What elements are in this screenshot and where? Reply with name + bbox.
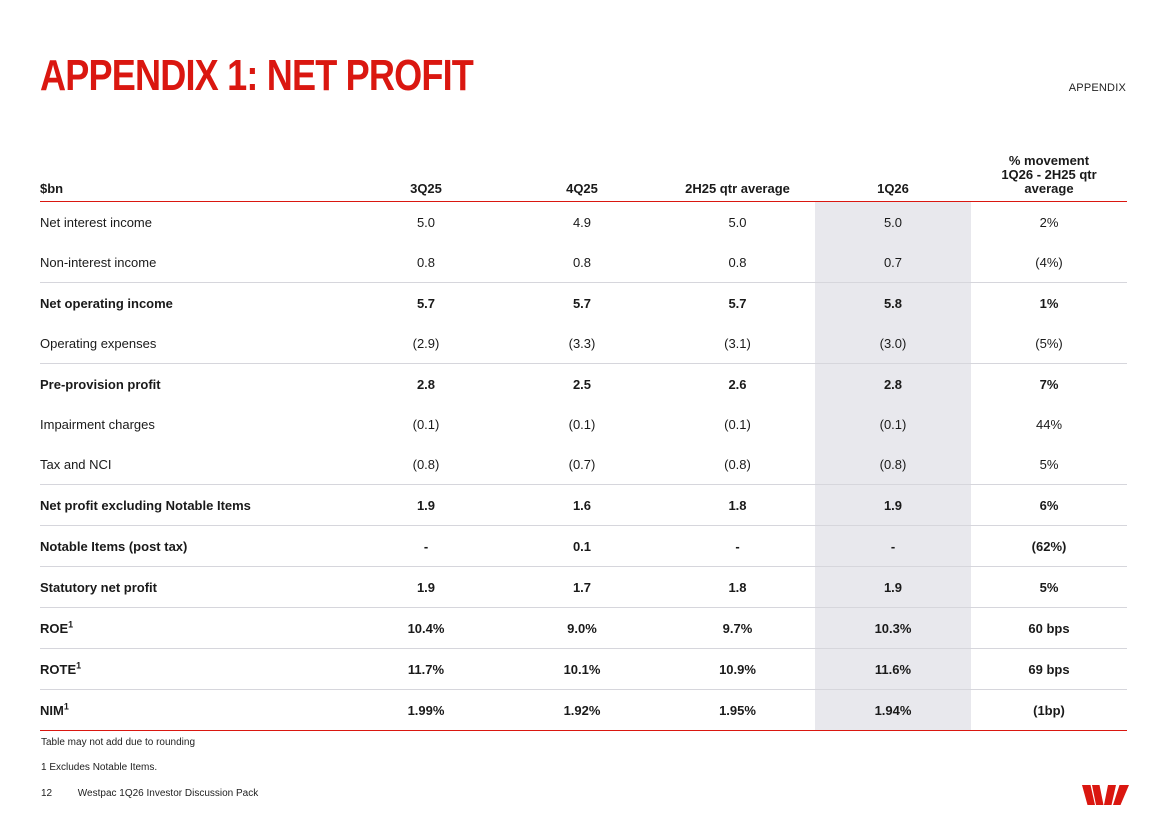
row-label-text: Net interest income [40, 214, 152, 230]
value-movement: 6% [971, 485, 1127, 526]
page-number: 12 [41, 788, 53, 799]
row-label-text: Non-interest income [40, 254, 157, 270]
value-movement: (4%) [971, 242, 1127, 283]
row-label [40, 526, 348, 567]
footnote-marker: 1 [68, 619, 74, 630]
row-label [40, 283, 348, 324]
value-1q26: 10.3% [815, 608, 971, 649]
value-4q25: 10.1% [504, 649, 660, 690]
value-4q25: 4.9 [572, 214, 592, 230]
header-movement-line: 1Q26 - 2H25 qtr [1001, 167, 1097, 182]
value-2h25-avg: 5.7 [728, 295, 747, 311]
value-1q26: 11.6% [815, 649, 971, 690]
row-label [40, 485, 348, 526]
section-tag: APPENDIX [1068, 82, 1126, 94]
value-movement: 1% [1039, 295, 1059, 311]
value-3q25: (0.1) [412, 416, 440, 432]
value-3q25: 1.99% [348, 690, 504, 731]
value-1q26: 1.9 [815, 485, 971, 526]
value-movement: 5% [971, 567, 1127, 608]
value-movement: (1bp) [971, 690, 1127, 731]
value-1q26: 1.94% [815, 690, 971, 731]
header-unit: $bn [40, 136, 348, 202]
value-4q25: (0.1) [568, 416, 596, 432]
table-body [40, 202, 1127, 731]
row-label-text: Impairment charges [40, 416, 155, 432]
value-movement: 2% [1039, 214, 1059, 230]
value-1q26: (0.8) [815, 444, 971, 485]
value-2h25-avg: (0.1) [724, 416, 751, 432]
value-4q25: 0.1 [504, 526, 660, 567]
value-1q26: 5.0 [815, 202, 971, 243]
row-label-text: ROTE [40, 661, 77, 677]
value-2h25-avg: 9.7% [660, 608, 815, 649]
value-movement: (62%) [971, 526, 1127, 567]
footnote-marker: 1 [76, 660, 82, 671]
table-row [40, 444, 1127, 485]
value-1q26: - [815, 526, 971, 567]
row-label-text: Net operating income [40, 295, 173, 311]
value-1q26: (0.1) [815, 404, 971, 444]
value-2h25-avg: (0.8) [660, 444, 815, 485]
table-row [40, 485, 1127, 526]
value-movement: 5% [971, 444, 1127, 485]
net-profit-table-container [40, 136, 1127, 731]
value-3q25: 10.4% [348, 608, 504, 649]
row-label [40, 567, 348, 608]
value-movement: 44% [1035, 416, 1063, 432]
row-label [40, 649, 348, 690]
value-movement: 69 bps [971, 649, 1127, 690]
table-row [40, 567, 1127, 608]
value-2h25-avg: 2.6 [728, 376, 747, 392]
value-3q25: (2.9) [348, 323, 504, 364]
header-2h25-avg: 2H25 qtr average [660, 136, 815, 202]
value-1q26: (3.0) [815, 323, 971, 364]
value-2h25-avg: - [660, 526, 815, 567]
row-label-text: ROE [40, 620, 69, 636]
header-row [40, 136, 1127, 202]
value-3q25: 0.8 [348, 242, 504, 283]
page-title: APPENDIX 1: NET PROFIT [40, 51, 474, 100]
value-2h25-avg: 1.8 [660, 567, 815, 608]
row-label [40, 444, 348, 485]
value-3q25: 5.0 [416, 214, 436, 230]
value-4q25: 0.8 [504, 242, 660, 283]
value-2h25-avg: (3.1) [660, 323, 815, 364]
header-1q26: 1Q26 [815, 136, 971, 202]
value-3q25: (0.8) [348, 444, 504, 485]
value-4q25: 5.7 [572, 295, 592, 311]
value-3q25: - [348, 526, 504, 567]
value-3q25: 11.7% [348, 649, 504, 690]
header-4q25: 4Q25 [504, 136, 660, 202]
value-4q25: 9.0% [504, 608, 660, 649]
table-row [40, 526, 1127, 567]
row-label-text: Notable Items (post tax) [40, 538, 188, 554]
rounding-note: Table may not add due to rounding [41, 737, 195, 748]
table-row [40, 242, 1127, 283]
value-4q25: 1.92% [504, 690, 660, 731]
footnote-marker: 1 [63, 701, 69, 712]
table-row [40, 649, 1127, 690]
row-label [40, 323, 348, 364]
value-1q26: 0.7 [815, 242, 971, 283]
row-label-text: Tax and NCI [40, 456, 112, 472]
value-4q25: 2.5 [572, 376, 592, 392]
document-title: Westpac 1Q26 Investor Discussion Pack [77, 788, 259, 799]
header-movement [971, 136, 1127, 202]
value-3q25: 2.8 [416, 376, 436, 392]
page-footer [41, 788, 258, 799]
row-label [40, 690, 348, 731]
header-movement-line: average [1024, 181, 1074, 196]
table-row [40, 364, 1127, 405]
table-row [40, 608, 1127, 649]
value-movement: (5%) [971, 323, 1127, 364]
value-2h25-avg: 1.95% [660, 690, 815, 731]
row-label [40, 608, 348, 649]
value-2h25-avg: 5.0 [728, 214, 747, 230]
value-2h25-avg: 1.8 [660, 485, 815, 526]
table-header [40, 136, 1127, 202]
value-3q25: 1.9 [348, 485, 504, 526]
row-label [40, 242, 348, 283]
table-row [40, 404, 1127, 444]
header-movement-line: % movement [1008, 153, 1090, 168]
row-label-text: NIM [40, 702, 64, 718]
table-row [40, 323, 1127, 364]
row-label-text: Operating expenses [40, 335, 157, 351]
row-label-text: Pre-provision profit [40, 376, 161, 392]
value-movement: 60 bps [971, 608, 1127, 649]
value-4q25: (3.3) [504, 323, 660, 364]
westpac-w-logo-icon [1082, 785, 1130, 805]
value-1q26: 2.8 [815, 364, 971, 405]
net-profit-table [40, 136, 1127, 731]
footnote-1: 1 Excludes Notable Items. [41, 762, 158, 773]
value-4q25: 1.6 [504, 485, 660, 526]
row-label [40, 364, 348, 405]
table-row [40, 690, 1127, 731]
row-label-text: Net profit excluding Notable Items [40, 497, 251, 513]
value-2h25-avg: 0.8 [660, 242, 815, 283]
table-row [40, 283, 1127, 324]
value-4q25: 1.7 [504, 567, 660, 608]
value-1q26: 5.8 [815, 283, 971, 324]
table-row [40, 202, 1127, 243]
value-3q25: 1.9 [348, 567, 504, 608]
row-label-text: Statutory net profit [40, 579, 157, 595]
row-label [40, 404, 348, 444]
value-movement: 7% [1039, 376, 1059, 392]
value-4q25: (0.7) [504, 444, 660, 485]
value-3q25: 5.7 [416, 295, 436, 311]
header-3q25: 3Q25 [348, 136, 504, 202]
row-label [40, 202, 348, 243]
value-1q26: 1.9 [815, 567, 971, 608]
value-2h25-avg: 10.9% [660, 649, 815, 690]
